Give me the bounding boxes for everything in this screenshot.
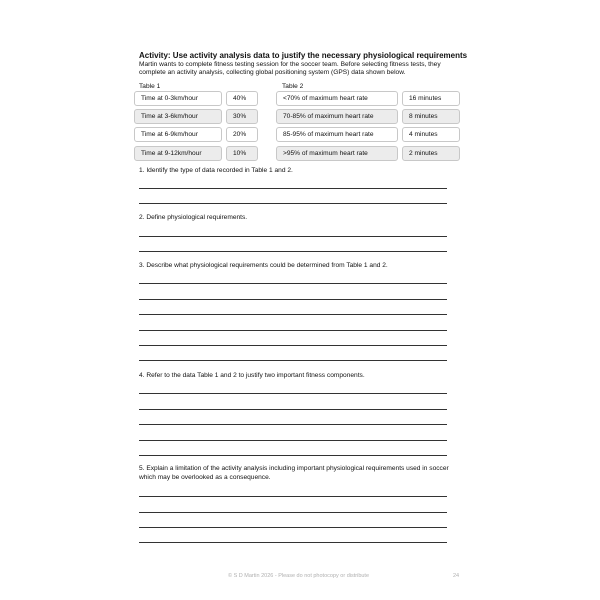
answer-line[interactable] (139, 393, 447, 394)
table1-row-item: Time at 3-6km/hour (134, 109, 222, 124)
answer-line[interactable] (139, 188, 447, 189)
table1-row-value: 30% (226, 109, 258, 124)
table2-row-item: 85-95% of maximum heart rate (276, 127, 398, 142)
table2-row-value: 16 minutes (402, 91, 460, 106)
answer-line[interactable] (139, 455, 447, 456)
answer-line[interactable] (139, 360, 447, 361)
answer-line[interactable] (139, 409, 447, 410)
question-4: 4. Refer to the data Table 1 and 2 to justify two important fitness components. (139, 372, 365, 379)
table2-row-item: <70% of maximum heart rate (276, 91, 398, 106)
answer-line[interactable] (139, 512, 447, 513)
table2-row-item: 70-85% of maximum heart rate (276, 109, 398, 124)
answer-line[interactable] (139, 236, 447, 237)
answer-line[interactable] (139, 330, 447, 331)
answer-line[interactable] (139, 424, 447, 425)
answer-line[interactable] (139, 345, 447, 346)
answer-line[interactable] (139, 203, 447, 204)
answer-line[interactable] (139, 496, 447, 497)
table1-label: Table 1 (139, 83, 161, 90)
table2-label: Table 2 (282, 83, 304, 90)
table1-row-item: Time at 9-12km/hour (134, 146, 222, 161)
copyright-notice: © S D Martin 2026 - Please do not photocopy or distribute (228, 573, 370, 579)
activity-title: Activity: Use activity analysis data to justify the necessary physiological requirements (139, 51, 468, 60)
question-2: 2. Define physiological requirements. (139, 214, 248, 221)
table1-row-item: Time at 6-9km/hour (134, 127, 222, 142)
question-5: 5. Explain a limitation of the activity analysis including important physiological requirements used in soccer which may be overlooked as a consequence. (139, 465, 449, 481)
answer-line[interactable] (139, 542, 447, 543)
answer-line[interactable] (139, 440, 447, 441)
activity-intro: Martin wants to complete fitness testing session for the soccer team. Before selecting fitness tests, they complete an activity analysis, collecting global positioning system (GPS) data shown below. (139, 61, 441, 77)
answer-line[interactable] (139, 251, 447, 252)
question-3: 3. Describe what physiological requirements could be determined from Table 1 and 2. (139, 262, 388, 269)
page-number: 24 (453, 573, 460, 579)
answer-line[interactable] (139, 283, 447, 284)
table2-row-item: >95% of maximum heart rate (276, 146, 398, 161)
answer-line[interactable] (139, 299, 447, 300)
answer-line[interactable] (139, 527, 447, 528)
answer-line[interactable] (139, 314, 447, 315)
question-1: 1. Identify the type of data recorded in Table 1 and 2. (139, 167, 293, 174)
table1-row-item: Time at 0-3km/hour (134, 91, 222, 106)
table1-row-value: 40% (226, 91, 258, 106)
table2-row-value: 2 minutes (402, 146, 460, 161)
table2-row-value: 8 minutes (402, 109, 460, 124)
table1-row-value: 10% (226, 146, 258, 161)
table1-row-value: 20% (226, 127, 258, 142)
table2-row-value: 4 minutes (402, 127, 460, 142)
